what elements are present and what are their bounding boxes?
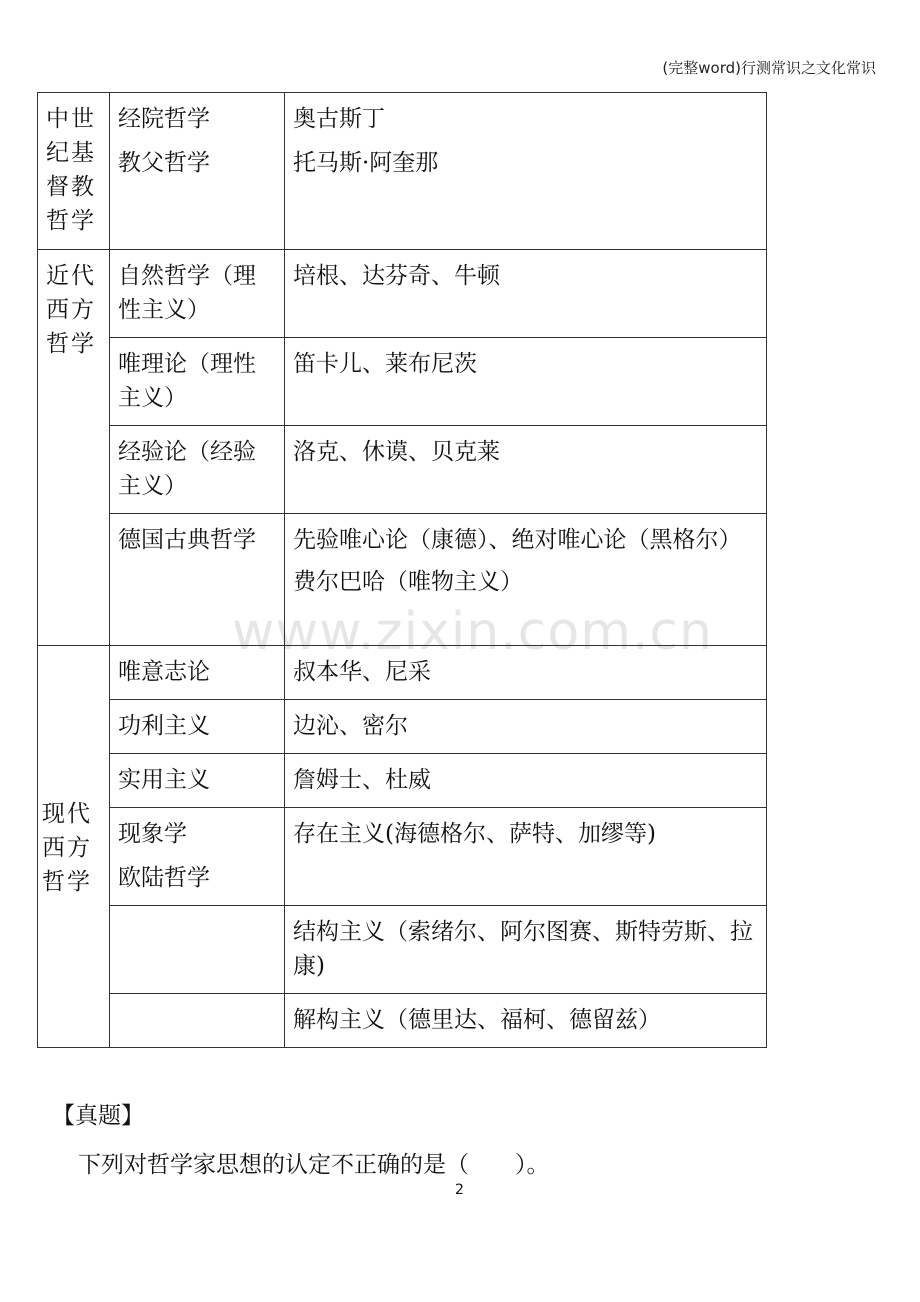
people-cell: 詹姆士、杜威 — [285, 754, 767, 808]
table-row — [38, 906, 767, 994]
table-row — [38, 646, 767, 700]
school-cell: 唯理论（理性主义） — [110, 338, 285, 426]
table-row — [38, 250, 767, 338]
school-name: 经院哲学 — [118, 106, 210, 132]
philosophy-table — [37, 92, 767, 1048]
school-cell: 自然哲学（理性主义） — [110, 250, 285, 338]
table-row — [38, 994, 767, 1048]
table-row — [38, 426, 767, 514]
table-row — [38, 514, 767, 646]
people-text: 先验唯心论（康德）、绝对唯心论（黑格尔） — [293, 527, 742, 553]
era-cell: 近代西方哲学 — [38, 250, 110, 646]
school-cell — [110, 93, 285, 250]
person-name: 奥古斯丁 — [293, 106, 385, 132]
people-cell: 培根、达芬奇、牛顿 — [285, 250, 767, 338]
school-cell — [110, 808, 285, 906]
school-cell: 唯意志论 — [110, 646, 285, 700]
people-cell — [285, 93, 767, 250]
section-title: 【真题】 — [52, 1103, 144, 1129]
page-number: 2 — [455, 1182, 464, 1198]
table-row — [38, 808, 767, 906]
era-cell: 中世纪基督教哲学 — [38, 93, 110, 250]
people-cell: 边沁、密尔 — [285, 700, 767, 754]
table-row — [38, 93, 767, 250]
school-cell: 功利主义 — [110, 700, 285, 754]
people-cell: 结构主义（索绪尔、阿尔图赛、斯特劳斯、拉康) — [285, 906, 767, 994]
school-cell: 德国古典哲学 — [110, 514, 285, 646]
people-cell: 存在主义(海德格尔、萨特、加缪等) — [285, 808, 767, 906]
school-cell: 经验论（经验主义） — [110, 426, 285, 514]
era-cell: 现代西方哲学 — [38, 646, 110, 1048]
people-cell: 洛克、休谟、贝克莱 — [285, 426, 767, 514]
school-name: 教父哲学 — [118, 150, 210, 176]
table-row — [38, 338, 767, 426]
people-text: 费尔巴哈（唯物主义） — [293, 569, 523, 595]
watermark: www.zixin.com.cn — [232, 602, 713, 662]
people-cell — [285, 514, 767, 646]
school-cell: 实用主义 — [110, 754, 285, 808]
table-row — [38, 754, 767, 808]
people-cell: 解构主义（德里达、福柯、德留兹） — [285, 994, 767, 1048]
person-name: 托马斯·阿奎那 — [293, 150, 439, 176]
school-cell — [110, 906, 285, 994]
school-cell — [110, 994, 285, 1048]
people-cell: 叔本华、尼采 — [285, 646, 767, 700]
page-header: (完整word)行测常识之文化常识 — [662, 59, 876, 77]
table-row — [38, 700, 767, 754]
school-name: 现象学 — [118, 821, 187, 847]
question-text: 下列对哲学家思想的认定不正确的是（ ）。 — [78, 1152, 550, 1178]
people-cell: 笛卡儿、莱布尼茨 — [285, 338, 767, 426]
school-name: 欧陆哲学 — [118, 865, 210, 891]
